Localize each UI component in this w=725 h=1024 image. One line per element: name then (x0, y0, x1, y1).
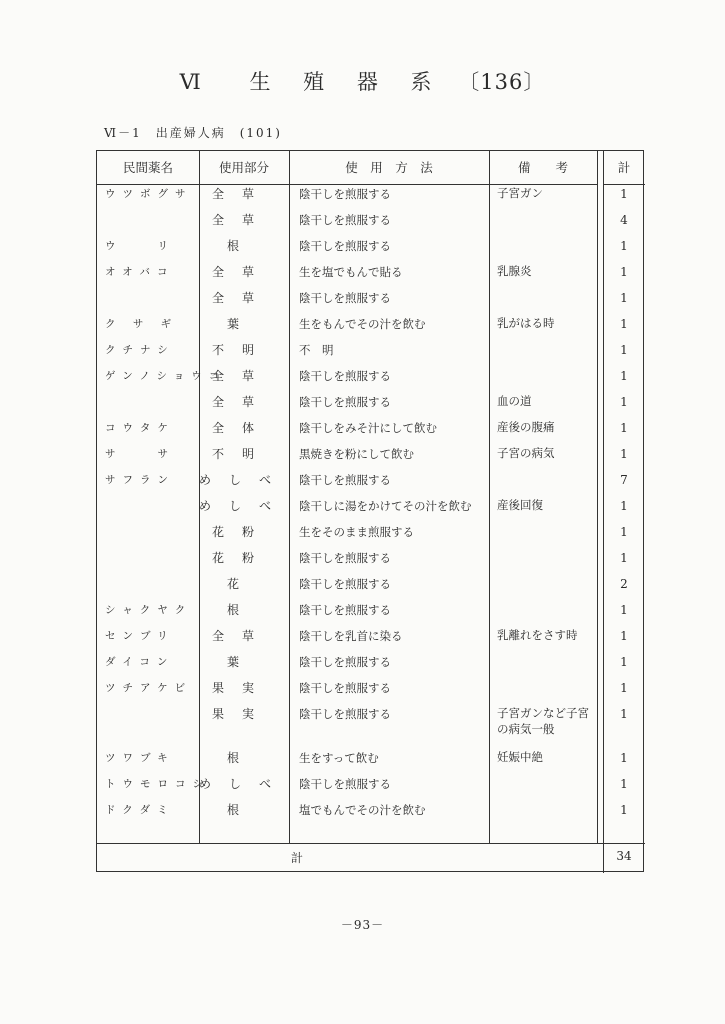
count: 1 (620, 239, 628, 253)
count: 1 (620, 751, 628, 765)
total-label: 計 (290, 851, 303, 865)
count: 1 (620, 655, 628, 669)
table-row (97, 211, 645, 237)
used-part: 花 (226, 577, 257, 591)
table-row (97, 575, 645, 601)
usage-method: 陰干しを煎服する (299, 655, 391, 669)
used-part: 葉 (226, 317, 257, 331)
page-title (0, 66, 725, 96)
used-part: 花粉 (211, 525, 272, 539)
count: 1 (620, 317, 628, 331)
count: 4 (620, 213, 628, 227)
count: 1 (620, 187, 628, 201)
remedy-name: トウモロコシ (105, 778, 210, 790)
remarks: 乳離れをさす時 (497, 628, 578, 642)
usage-method: 陰干しを煎服する (299, 395, 391, 409)
table-row (97, 445, 645, 471)
count: 1 (620, 343, 628, 357)
remarks: 乳がはる時 (497, 316, 555, 330)
used-part: 根 (226, 751, 257, 765)
remedy-name: ツチアケビ (105, 682, 193, 694)
remedy-name: サ サ (105, 448, 175, 460)
remarks: 子宮ガン (497, 186, 543, 200)
usage-method: 陰干しを煎服する (299, 291, 391, 305)
title-char: 器 (356, 70, 379, 94)
table-row (97, 801, 645, 827)
remarks: 乳腺炎 (497, 264, 532, 278)
usage-method: 陰干しを煎服する (299, 187, 391, 201)
remedy-name: クチナシ (105, 344, 175, 356)
count: 1 (620, 777, 628, 791)
count: 1 (620, 291, 628, 305)
usage-method: 不 明 (299, 343, 334, 357)
page-number: －93－ (340, 918, 385, 932)
usage-method: 生を塩でもんで貼る (299, 265, 403, 279)
remarks: 妊娠中絶 (497, 750, 543, 764)
remedy-name: ドクダミ (105, 804, 175, 816)
used-part: 全草 (211, 187, 272, 201)
count: 1 (620, 369, 628, 383)
remedy-name: コウタケ (105, 422, 175, 434)
table-row (97, 775, 645, 801)
used-part: 全草 (211, 265, 272, 279)
used-part: めしべ (199, 499, 290, 513)
table-row (97, 523, 645, 549)
table-row (97, 497, 645, 523)
used-part: 果実 (211, 707, 272, 721)
used-part: 不明 (211, 343, 272, 357)
used-part: 葉 (226, 655, 257, 669)
usage-method: 塩でもんでその汁を飲む (299, 803, 426, 817)
used-part: めしべ (199, 473, 290, 487)
usage-method: 陰干しを煎服する (299, 603, 391, 617)
table-row (97, 341, 645, 367)
table-row (97, 627, 645, 653)
table-row (97, 289, 645, 315)
usage-method: 陰干しをみそ汁にして飲む (299, 421, 437, 435)
remedy-name: センブリ (105, 630, 175, 642)
used-part: 全草 (211, 213, 272, 227)
usage-method: 生をそのまま煎服する (299, 525, 414, 539)
table-row (97, 549, 645, 575)
count: 1 (620, 265, 628, 279)
table-row (97, 367, 645, 393)
remedy-name: ク サ ギ (105, 318, 179, 330)
count: 1 (620, 803, 628, 817)
count: 1 (620, 525, 628, 539)
remarks: 子宮の病気 (497, 446, 555, 460)
used-part: 全草 (211, 629, 272, 643)
table-row (97, 471, 645, 497)
table-row (97, 679, 645, 705)
remedy-table (96, 150, 644, 872)
table-row (97, 705, 645, 736)
remedy-name: シャクヤク (105, 604, 193, 616)
table-row (97, 315, 645, 341)
count: 1 (620, 681, 628, 695)
table-row (97, 393, 645, 419)
remarks: 子宮ガンなど子宮の病気一般 (497, 706, 589, 736)
title-char: 系 (410, 70, 433, 94)
total-divider (97, 843, 645, 844)
usage-method: 陰干しを煎服する (299, 239, 391, 253)
count: 1 (620, 603, 628, 617)
remarks: 産後回復 (497, 498, 543, 512)
remedy-name: オオバコ (105, 266, 175, 278)
count: 2 (620, 577, 628, 591)
used-part: 不明 (211, 447, 272, 461)
count: 1 (620, 499, 628, 513)
col-header-note: 備 考 (517, 160, 568, 175)
col-header-method: 使 用 方 法 (345, 160, 433, 175)
remarks: 産後の腹痛 (497, 420, 555, 434)
title-char: 生 (249, 70, 272, 94)
used-part: 根 (226, 803, 257, 817)
usage-method: 陰干しに湯をかけてその汁を飲む (299, 499, 472, 513)
remedy-name: ツワブキ (105, 752, 175, 764)
count: 1 (620, 395, 628, 409)
table-row (97, 237, 645, 263)
remedy-name: ゲンノショウコ (105, 370, 227, 382)
used-part: 根 (226, 239, 257, 253)
used-part: 全草 (211, 395, 272, 409)
total-value: 34 (616, 849, 632, 863)
usage-method: 陰干しを乳首に染る (299, 629, 403, 643)
count: 1 (620, 551, 628, 565)
usage-method: 陰干しを煎服する (299, 681, 391, 695)
used-part: めしべ (199, 777, 290, 791)
count: 1 (620, 447, 628, 461)
usage-method: 陰干しを煎服する (299, 213, 391, 227)
table-row (97, 185, 645, 211)
count: 1 (620, 707, 628, 721)
used-part: 花粉 (211, 551, 272, 565)
count: 1 (620, 629, 628, 643)
usage-method: 陰干しを煎服する (299, 577, 391, 591)
usage-method: 陰干しを煎服する (299, 369, 391, 383)
used-part: 根 (226, 603, 257, 617)
remedy-name: ダイコン (105, 656, 175, 668)
col-header-name: 民間薬名 (122, 160, 173, 175)
usage-method: 陰干しを煎服する (299, 551, 391, 565)
table-row (97, 419, 645, 445)
usage-method: 陰干しを煎服する (299, 777, 391, 791)
col-header-count: 計 (617, 160, 631, 175)
usage-method: 陰干しを煎服する (299, 473, 391, 487)
used-part: 全草 (211, 369, 272, 383)
section-numeral: Ⅵ (179, 70, 202, 94)
title-char: 殖 (303, 70, 326, 94)
col-header-part: 使用部分 (218, 160, 269, 175)
count: 7 (620, 473, 628, 487)
table-row (97, 263, 645, 289)
remarks: 血の道 (497, 394, 532, 408)
subsection-title: Ⅵ－1 出産婦人病 (101) (104, 126, 282, 140)
usage-method: 生をすって飲む (299, 751, 379, 765)
used-part: 全草 (211, 291, 272, 305)
count: 1 (620, 421, 628, 435)
table-row (97, 749, 645, 775)
used-part: 全体 (211, 421, 272, 435)
used-part: 果実 (211, 681, 272, 695)
remedy-name: ウツボグサ (105, 188, 193, 200)
usage-method: 黒焼きを粉にして飲む (299, 447, 414, 461)
usage-method: 生をもんでその汁を飲む (299, 317, 426, 331)
table-row (97, 653, 645, 679)
section-count: 〔136〕 (458, 70, 546, 94)
remedy-name: サフラン (105, 474, 175, 486)
remedy-name: ウ リ (105, 240, 175, 252)
table-row (97, 601, 645, 627)
usage-method: 陰干しを煎服する (299, 707, 391, 721)
